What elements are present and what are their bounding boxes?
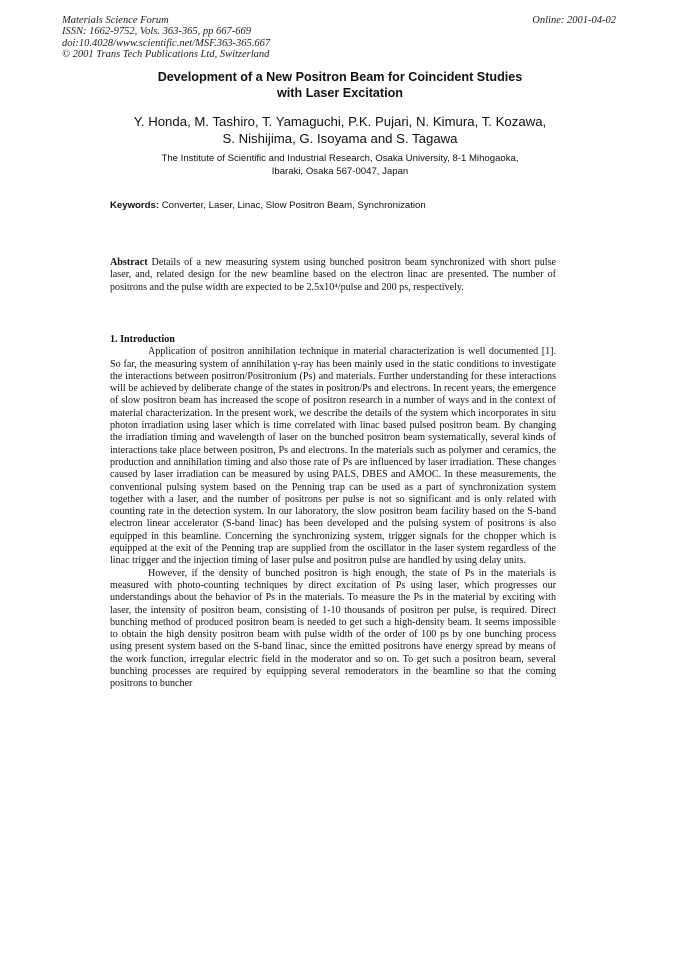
keywords-label: Keywords: — [110, 200, 160, 211]
journal-name: Materials Science Forum — [62, 15, 169, 26]
intro-paragraph-1: Application of positron annihilation technique in material characterization is well documented [1]. So far, the measuring system of annihilation γ-ray has been mainly used in the static conditions to investigate the interactions between positron/Positronium (Ps) and materials. Further understanding for these interactions will be achieved by deliberate change of the states in positron/Ps and electrons. In recent years, the emergence of slow positron beam has increased the scope of positron research in a number of ways and in the context of material characterization. In the present work, we describe the details of the system which incorporates in situ photon irradiation using laser which is time correlated with linac based pulsed positron beam. By changing the irradiation timing and wavelength of laser on the bunched positron beam systematically, several kinds of interactions take place between positron, Ps and electrons. In the materials such as polymer and ceramics, the production and annihilation timing and also those rate of Ps are influenced by laser irradiation. These changes caused by laser irradiation can be measured by using PALS, DBES and AMOC. In these measurements, the conventional pulsing system based on the Penning trap can be used as a part of synchronization system together with a laser, and the number of positrons per pulse is not so significant and is only related with counting rate in the detection system. In our laboratory, the slow positron beam facility based on the S-band electron linear accelerator (S-band linac) has been developed and the pulsing system of positrons is also equipped in this beamline. Concerning the synchronizing system, trigger signals for the chopper which is equipped at the exit of the Penning trap are supplied from the oscillator in the laser system regardless of the linac trigger and the injection timing of laser pulse and positron pulse are handled by using delay units. — [110, 346, 556, 567]
doi-line: doi:10.4028/www.scientific.net/MSF.363-365.667 — [62, 37, 271, 49]
section-heading: 1. Introduction — [110, 334, 175, 345]
affiliation-line-2: Ibaraki, Osaka 567-0047, Japan — [271, 165, 409, 177]
issn-line: ISSN: 1662-9752, Vols. 363-365, pp 667-669 — [62, 26, 251, 38]
journal-header — [62, 15, 270, 61]
authors-line-2: S. Nishijima, G. Isoyama and S. Tagawa — [222, 131, 458, 146]
title-line-2: with Laser Excitation — [277, 85, 403, 100]
abstract — [110, 257, 556, 294]
author-list — [90, 113, 590, 147]
introduction-section — [110, 334, 556, 691]
abstract-text: Details of a new measuring system using bunched positron beam synchronized with short pulse laser, and, related design for the new beamline based on the electron linac are presented. The number of positrons and the pulse width are expected to be 2.5x10⁴/pulse and 200 ps, respectively. — [110, 257, 556, 293]
title-line-1: Development of a New Positron Beam for Coincident Studies — [157, 70, 523, 84]
paper-title — [80, 70, 600, 101]
keywords-text: Converter, Laser, Linac, Slow Positron Beam, Synchronization — [161, 200, 426, 211]
copyright-line: © 2001 Trans Tech Publications Ltd, Switzerland — [62, 49, 270, 61]
intro-paragraph-2: However, if the density of bunched positron is high enough, the state of Ps in the materials is measured with photo-counting techniques by direct excitation of Ps using laser, which progresses our understandings about the behavior of Ps in the materials. To measure the Ps in the material by exciting with laser, the intensity of positron beam, consisting of 1-10 thousands of positron per pulse, is required. Direct bunching method of produced positron beam is needed to get such a high-density beam. It seems impossible to obtain the high density positron beam with pulse width of the order of 100 ps by one bunching process using present system based on the S-band linac, since the emitted positrons have energy spread by means of the work function, irregular electric field in the moderator and so on. To get such a positron beam, several bunching processes are required by equipping several remoderators in the beamline so that the coming positrons to buncher — [110, 567, 556, 690]
affiliation — [110, 153, 570, 178]
keywords — [110, 200, 426, 211]
authors-line-1: Y. Honda, M. Tashiro, T. Yamaguchi, P.K. Pujari, N. Kimura, T. Kozawa, — [133, 114, 547, 129]
abstract-label: Abstract — [110, 257, 148, 268]
affiliation-line-1: The Institute of Scientific and Industrial Research, Osaka University, 8-1 Mihogaoka, — [161, 153, 519, 164]
online-date: Online: 2001-04-02 — [532, 15, 616, 26]
